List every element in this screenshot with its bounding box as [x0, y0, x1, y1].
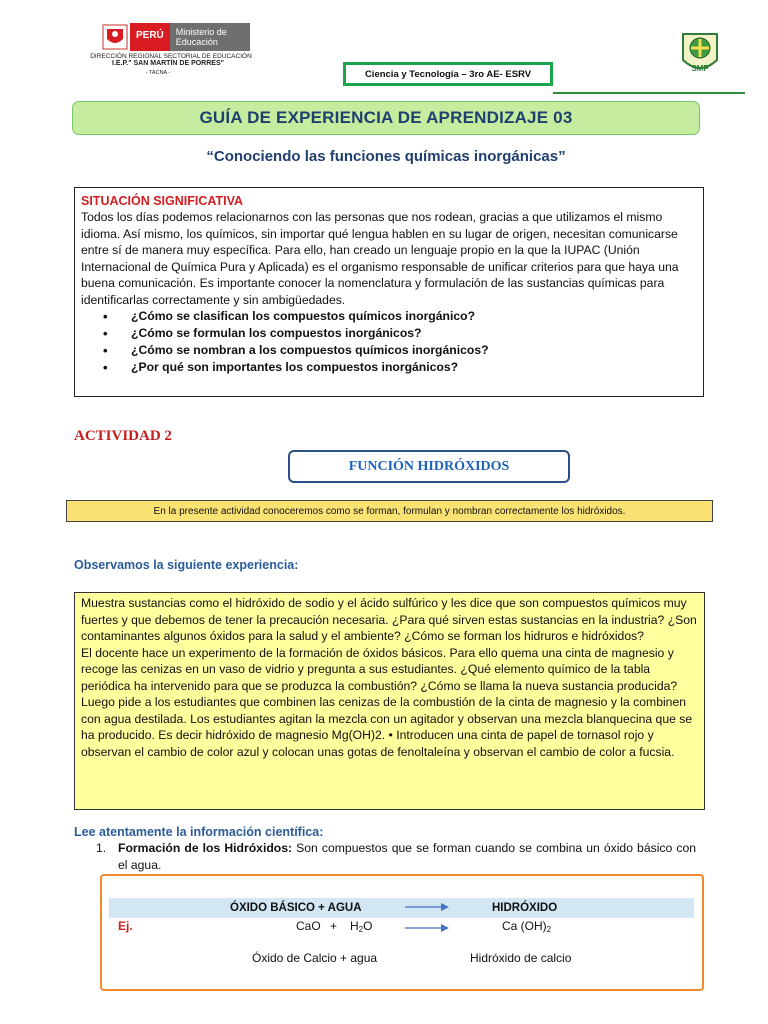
arrow-right-icon	[405, 922, 449, 934]
ministry-label: Ministerio de Educación	[170, 23, 250, 51]
school-emblem-icon	[681, 32, 719, 76]
reactant-water: $H_2O$	[350, 919, 373, 934]
situacion-text: Todos los días podemos relacionarnos con las personas que nos rodean, gracias a que utilizamos el mismo idioma. Así mismo, los químicos, sin importar qué lengua hablen en su lugar de origen, necesitan comunicarse entre sí de manera muy específica. Para ello, han creado un lenguaje propio en la que la IUPAC (Unión Internacional de Química Pura y Aplicada) es el organismo responsable de unificar criterios para que haya una buena comunicación. Es importante conocer la nomenclatura y formulación de las sustancias químicas para identificarlas correctamente y sin ambigüedades.	[81, 210, 679, 307]
question-list	[81, 308, 697, 376]
activity-label: ACTIVIDAD 2	[74, 428, 172, 444]
arrow-head	[441, 903, 449, 911]
situacion-box	[74, 187, 704, 397]
point-text: Son compuestos que se forman cuando se combina un óxido básico con el agua.	[118, 841, 696, 872]
city-label: - TACNA -	[145, 70, 171, 76]
equation-box	[100, 874, 704, 991]
info-heading: Lee atentamente la información científica:	[74, 825, 324, 839]
reactant-oxide: CaO	[296, 919, 321, 933]
product-name: Hidróxido de calcio	[470, 951, 572, 965]
situacion-heading: SITUACIÓN SIGNIFICATIVA	[81, 194, 244, 208]
info-point	[96, 840, 696, 874]
header-divider	[553, 92, 745, 94]
question-item: • ¿Cómo se nombran a los compuestos químicos inorgánicos?	[103, 342, 697, 359]
arrow-right-icon	[405, 901, 449, 913]
arrow-head	[441, 924, 449, 932]
dre-label: DIRECCIÓN REGIONAL SECTORIAL DE EDUCACIÓN	[90, 53, 252, 60]
example-label: Ej.	[118, 919, 133, 933]
peru-seal-icon	[102, 23, 128, 51]
page-title: GUÍA DE EXPERIENCIA DE APRENDIZAJE 03	[72, 101, 700, 135]
ministry-logo	[102, 22, 252, 52]
experience-paragraph: Luego pide a los estudiantes que combinen las cenizas de la combustión de la cinta de magnesio y la combinen con agua destilada. Los estudiantes agitan la mezcla con un agitador y observan una mezcla blanquecina que se ha producido. Es decir hidróxido de magnesio Mg(OH)2. • Introducen una cinta de papel de tornasol rojo y observan el cambio de color azul y colocan unas gotas de fenoltaleína y observan el cambio de color a fucsia.	[81, 695, 693, 759]
product-hydroxide: Ca $(OH)_2$	[502, 919, 552, 934]
question-item: • ¿Por qué son importantes los compuestos inorgánicos?	[103, 359, 697, 376]
reactant-names: Óxido de Calcio + agua	[252, 951, 378, 965]
plus-sign: +	[330, 919, 338, 933]
course-label: Ciencia y Tecnología – 3ro AE- ESRV	[343, 62, 553, 86]
experience-paragraph: Muestra sustancias como el hidróxido de sodio y el ácido sulfúrico y les dice que son compuestos químicos muy fuertes y que debemos de tener la precaución necesaria. ¿Para qué sirven estas sustancias en la industria? ¿Son contaminantes algunos óxidos para la salud y el ambiente? ¿Cómo se forman los hidruros e hidróxidos?	[81, 596, 697, 643]
topic-title: FUNCIÓN HIDRÓXIDOS	[288, 450, 570, 483]
equation-header-bar	[109, 898, 694, 918]
point-number: 1.	[96, 841, 107, 855]
emblem-letters: SMP	[691, 64, 709, 73]
peru-label: PERÚ	[130, 23, 170, 51]
question-item: • ¿Cómo se formulan los compuestos inorgánicos?	[103, 325, 697, 342]
school-label: I.E.P." SAN MARTÍN DE PORRES"	[112, 60, 224, 67]
experience-paragraph: El docente hace un experimento de la formación de óxidos básicos. Para ello quema una cinta de magnesio y recoge las cenizas en un vaso de vidrio y pregunta a sus estudiantes. ¿Qué elemento químico de la tabla periódica ha intervenido para que se produzca la combustión? ¿Cómo se llama la nueva sustancia producida?	[81, 645, 678, 693]
experience-box	[74, 592, 705, 810]
equation-right-header: HIDRÓXIDO	[492, 902, 558, 914]
equation-left-header: ÓXIDO BÁSICO + AGUA	[230, 902, 362, 914]
point-title: Formación de los Hidróxidos:	[118, 841, 293, 855]
experience-heading: Observamos la siguiente experiencia:	[74, 558, 299, 572]
page-subtitle: “Conociendo las funciones químicas inorgánicas”	[206, 148, 566, 165]
question-item: • ¿Cómo se clasifican los compuestos químicos inorgánico?	[103, 308, 697, 325]
activity-intro: En la presente actividad conoceremos como se forman, formulan y nombran correctamente los hidróxidos.	[66, 500, 713, 522]
